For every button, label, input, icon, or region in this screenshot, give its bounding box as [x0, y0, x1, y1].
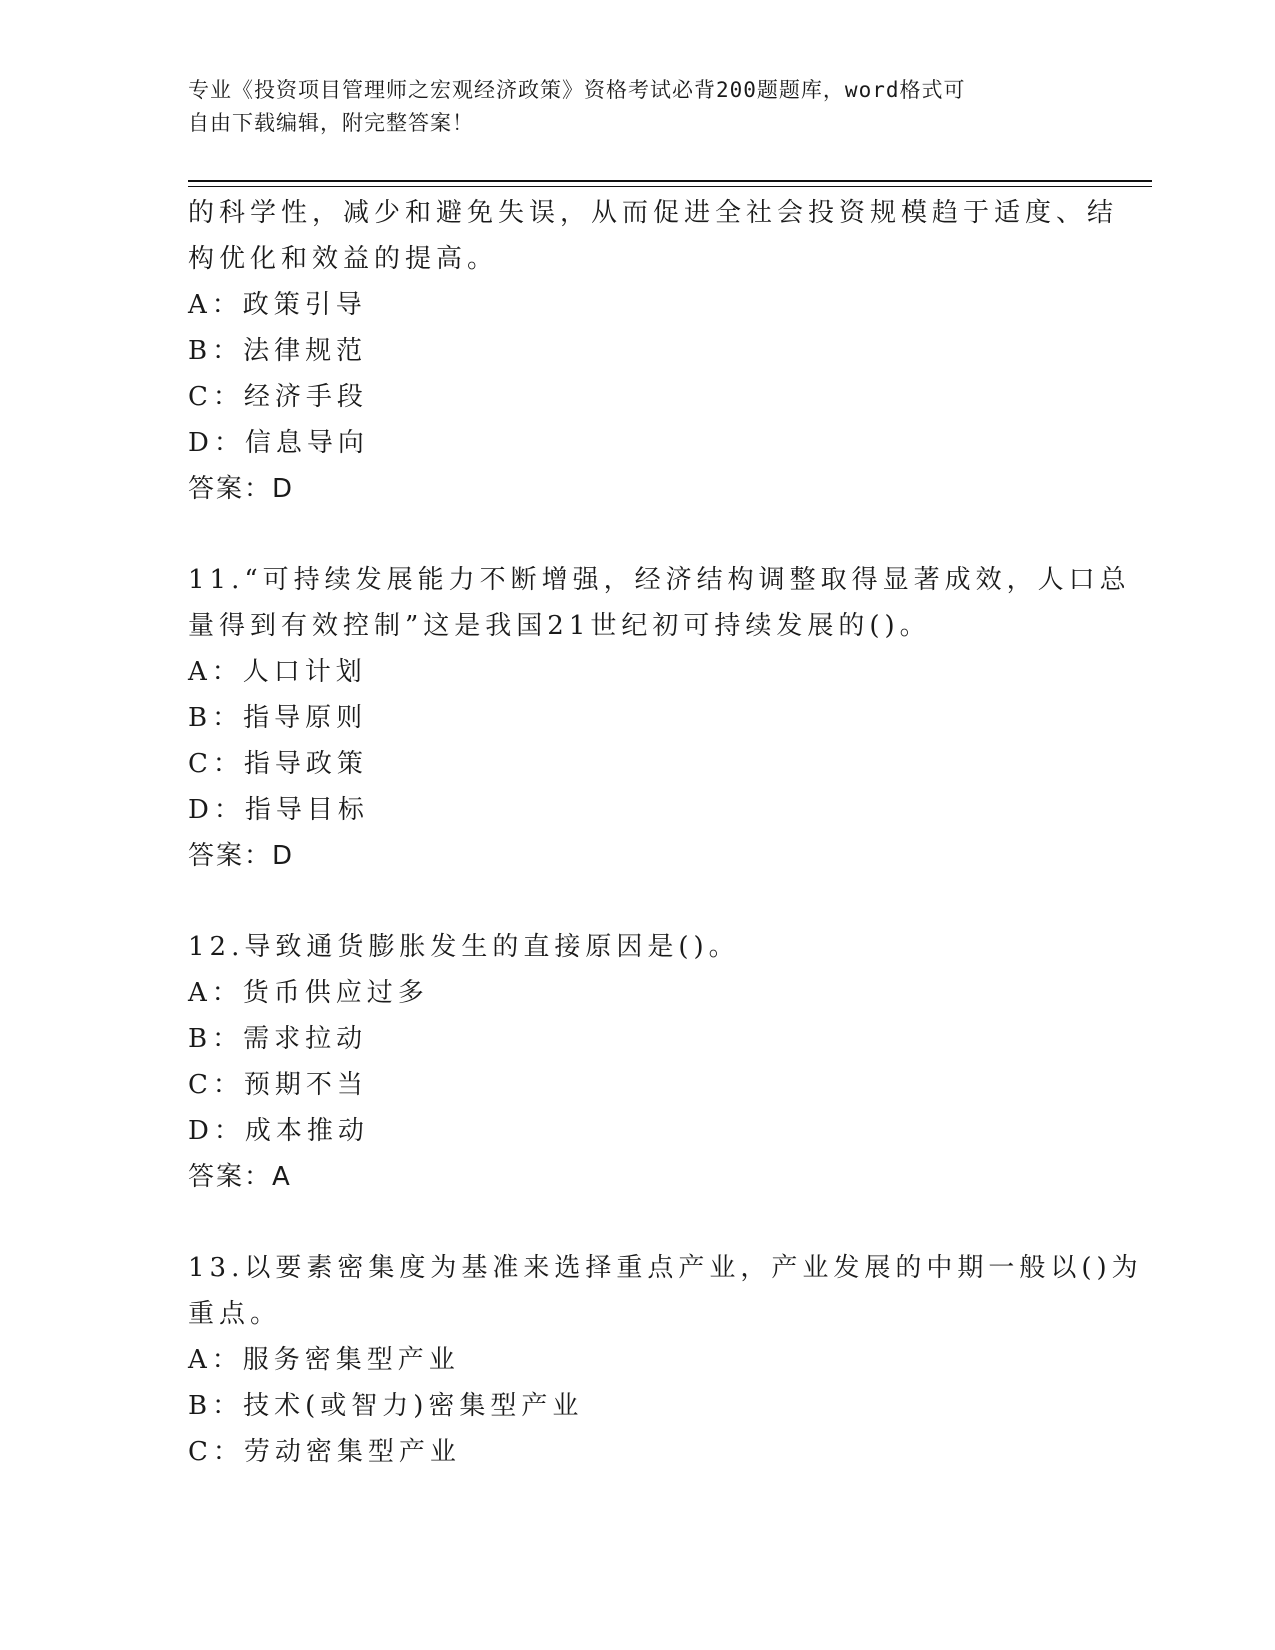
question-text: 13.以要素密集度为基准来选择重点产业，产业发展的中期一般以()为 — [188, 1253, 1143, 1283]
option-c: C：指导政策 — [188, 749, 368, 779]
document-header — [188, 74, 1088, 140]
question-13 — [188, 1245, 1143, 1475]
question-10 — [188, 190, 1119, 512]
question-text: 量得到有效控制”这是我国21世纪初可持续发展的()。 — [188, 611, 931, 641]
question-11 — [188, 557, 1131, 879]
option-d: D：成本推动 — [188, 1116, 369, 1146]
question-text: 构优化和效益的提高。 — [188, 244, 499, 274]
option-a: A：货币供应过多 — [188, 978, 429, 1008]
header-divider-thin — [188, 186, 1152, 187]
spacer — [188, 512, 1088, 557]
answer: 答案：A — [188, 1162, 292, 1192]
option-c: C：预期不当 — [188, 1070, 368, 1100]
option-d: D：指导目标 — [188, 795, 369, 825]
option-c: C：劳动密集型产业 — [188, 1437, 461, 1467]
option-a: A：人口计划 — [188, 657, 367, 687]
option-c: C：经济手段 — [188, 382, 368, 412]
question-text: 11.“可持续发展能力不断增强，经济结构调整取得显著成效，人口总 — [188, 565, 1131, 595]
option-b: B：技术(或智力)密集型产业 — [188, 1391, 584, 1421]
option-b: B：需求拉动 — [188, 1024, 368, 1054]
question-list — [188, 190, 1143, 1475]
spacer — [188, 879, 1088, 924]
option-a: A：政策引导 — [188, 290, 367, 320]
question-text: 12.导致通货膨胀发生的直接原因是()。 — [188, 932, 740, 962]
option-b: B：法律规范 — [188, 336, 368, 366]
spacer — [188, 1200, 1088, 1245]
header-line-2: 自由下载编辑，附完整答案！ — [188, 111, 474, 135]
question-text: 的科学性，减少和避免失误，从而促进全社会投资规模趋于适度、结 — [188, 198, 1119, 228]
option-b: B：指导原则 — [188, 703, 368, 733]
question-12 — [188, 924, 1088, 1200]
option-a: A：服务密集型产业 — [188, 1345, 460, 1375]
header-divider-thick — [188, 180, 1152, 182]
header-line-1: 专业《投资项目管理师之宏观经济政策》资格考试必背200题题库，word格式可 — [188, 78, 966, 102]
option-d: D：信息导向 — [188, 428, 369, 458]
answer: 答案：D — [188, 841, 295, 871]
question-text: 重点。 — [188, 1299, 282, 1329]
answer: 答案：D — [188, 474, 295, 504]
